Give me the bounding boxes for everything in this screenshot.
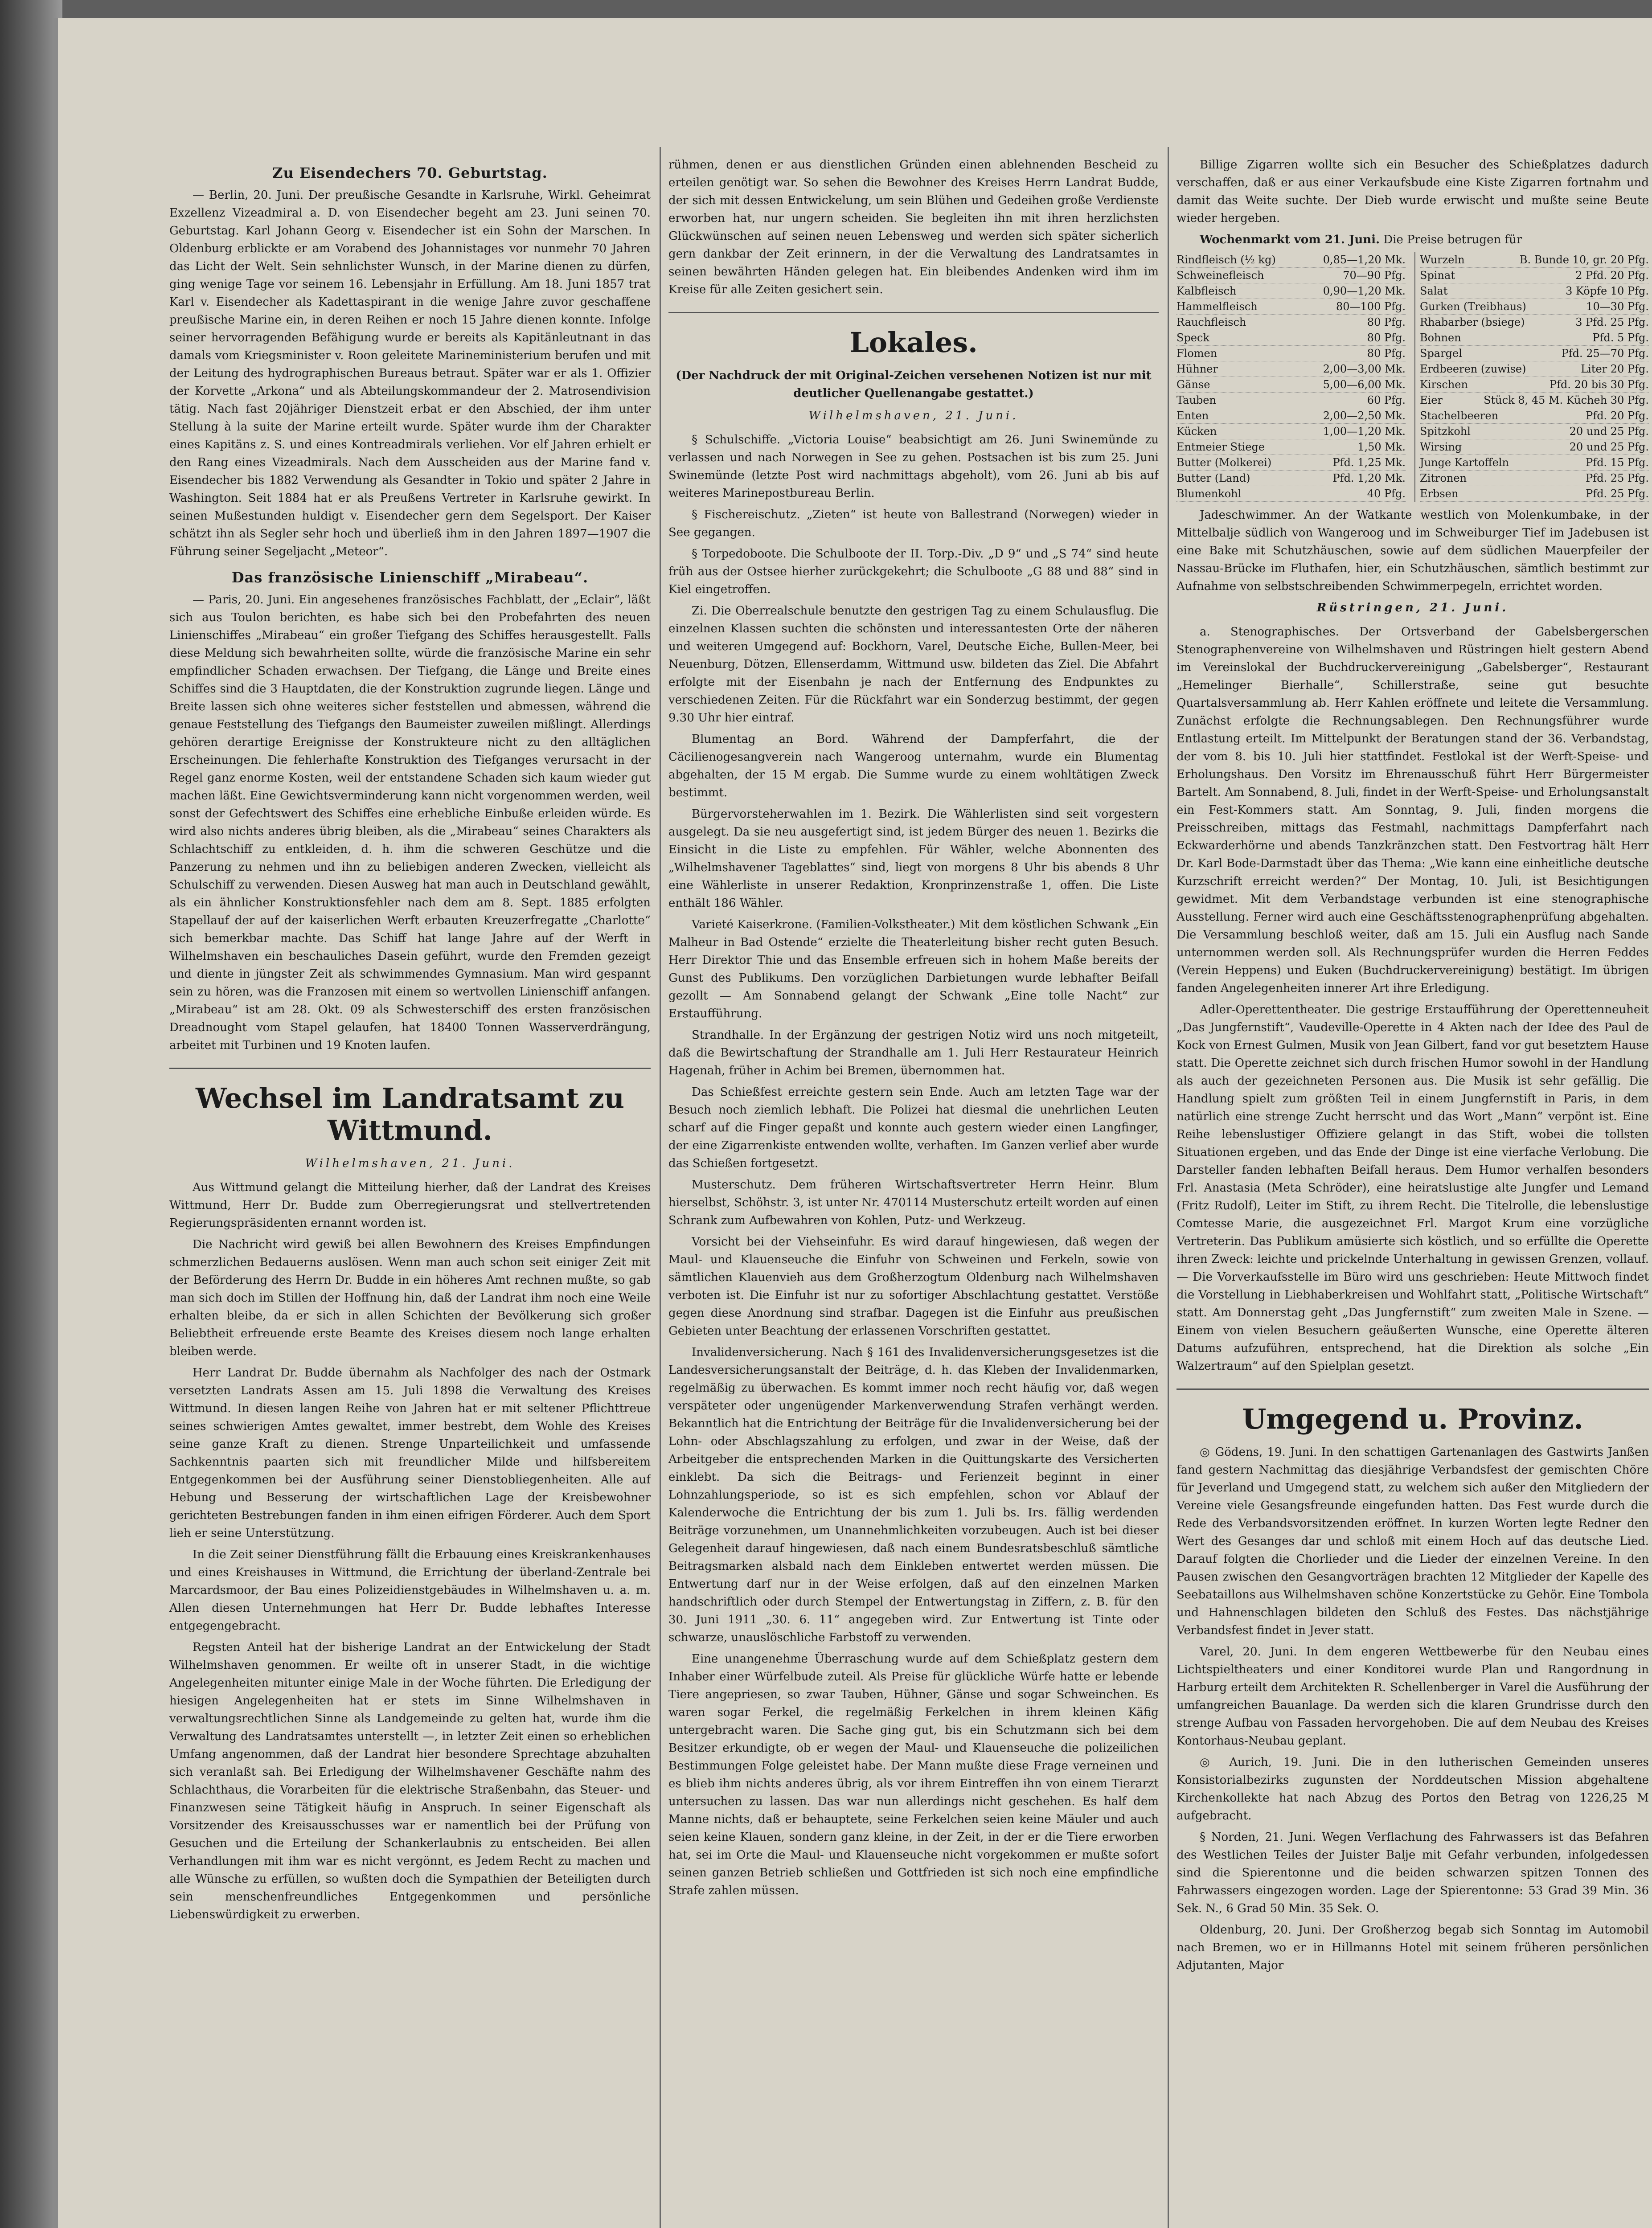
market-price: 0,85—1,20 Mk. [1323, 254, 1406, 266]
wechsel-paragraph-2: Die Nachricht wird gewiß bei allen Bewohnern des Kreises Empfindungen schmerzlichen Bedauerns auslösen. Wenn man auch schon seit einiger Zeit mit der Beförderung des Herrn Dr. Budde in ein höheres Amt rechnen mußte, so gab man sich doch im Stillen der Hoffnung hin, daß der Landrat ihm noch eine Weile erhalten bleibe, da er sich in allen Schichten der Bevölkerung sich großer Beliebtheit erfreuende erste Beamte des Kreises diesem noch lange erhalten bleiben werde. [169, 1238, 651, 1358]
market-column-left [1176, 252, 1406, 502]
divider [169, 1068, 651, 1069]
market-row [1420, 268, 1649, 283]
market-item: Erbsen [1420, 487, 1459, 500]
wechsel-paragraph-5: Regsten Anteil hat der bisherige Landrat an der Entwickelung der Stadt Wilhelmshaven genommen. Er weilte oft in unserer Stadt, in die wichtige Angelegenheiten mitunter einige Male in der Woche führten. Die Erledigung der hiesigen Angelegenheiten hat er stets im Sinne Wilhelmshaven in verwaltungsrechtlichen Sinne als Landgemeinde zu gelten hat, wurde ihm die Verwaltung des Landratsamtes unterstellt —, in letzter Zeit einen so erheblichen Umfang angenommen, daß der Landrat hier besondere Sprechtage abzuhalten sich veranlaßt sah. Bei Erledigung der Wilhelmshavener Geschäfte nahm des Schlachthaus, die Vorarbeiten für die elektrische Straßenbahn, das Steuer- und Finanzwesen seine Tätigkeit häufig in Anspruch. In seiner Eigenschaft als Vorsitzender des Kreisausschusses war er namentlich bei der Prüfung von Gesuchen und die Erteilung der Schankerlaubnis zu entscheiden. Bei allen Verhandlungen mit ihm war es nicht vergönnt, es Jedem Recht zu machen und alle Wünsche zu erfüllen, so wußten doch die Sympathien der Beteiligten durch sein menschenfreundliches Entgegenkommen und persönliche Liebenswürdigkeit zu erwerben. [169, 1641, 651, 1921]
news-fischereischutz: § Fischereischutz. „Zieten“ ist heute von Ballestrand (Norwegen) wieder in See gegangen. [668, 508, 1159, 539]
market-item: Kücken [1176, 425, 1217, 438]
mirabeau-article: — Paris, 20. Juni. Ein angesehenes französisches Fachblatt, der „Eclair“, läßt sich aus Toulon berichten, es habe sich bei den Probefahrten des neuen Linienschiffes „Mirabeau“ ein großer Tiefgang des Schiffes herausgestellt. Falls diese Meldung sich bewahrheiten sollte, würde die französische Marine ein sehr empfindlicher Schaden erwachsen. Der Tiefgang, die Länge und Breite eines Schiffes sind die 3 Hauptdaten, die der Konstruktion zugrunde liegen. Länge und Breite lassen sich ohne weiteres sicher feststellen und abmessen, während die genaue Feststellung des Tiefgangs den Baumeister zuweilen mißlingt. Allerdings gehören derartige Ereignisse der Konstrukteure nicht zu den alltäglichen Erscheinungen. Die fehlerhafte Konstruktion des Tiefganges verursacht in der Regel ganz enorme Kosten, weil der entstandene Schaden sich kaum wieder gut machen läßt. Eine Gewichtsverminderung kann nicht vorgenommen werden, weil sonst der Gefechtswert des Schiffes eine erhebliche Einbuße erleiden würde. Es wird also nichts anderes übrig bleiben, als die „Mirabeau“ seines Charakters als Schlachtschiff zu entkleiden, d. h. ihm die schweren Geschütze und die Panzerung zu nehmen und ihn zu beliebigen anderen Zwecken, vielleicht als Schulschiff zu verwenden. Diesen Ausweg hat man auch in Deutschland gewählt, als ein ähnlicher Konstruktionsfehler nach dem am 8. Sept. 1885 erfolgten Stapellauf der auf der kaiserlichen Werft erbauten Kreuzerfregatte „Charlotte“ sich bemerkbar machte. Das Schiff hat lange Jahre auf der Werft in Wilhelmshaven ein beschauliches Dasein geführt, wurde den Fremden gezeigt und diente in jüngster Zeit als schwimmendes Gymnasium. Man wird gespannt sein zu hören, was die Franzosen mit einem so wertvollen Linienschiff anfangen. „Mirabeau“ ist am 28. Okt. 09 als Schwesterschiff des ersten französischen Dreadnought vom Stapel gelaufen, hat 18400 Tonnen Wasserverdrängung, arbeitet mit Turbinen und 19 Knoten laufen. [169, 593, 651, 1052]
market-item: Enten [1176, 410, 1209, 422]
market-price: Pfd. 25—70 Pfg. [1561, 347, 1649, 360]
news-zigarren: Billige Zigarren wollte sich ein Besucher des Schießplatzes dadurch verschaffen, daß er aus einer Verkaufsbude eine Kiste Zigarren fortnahm und damit das Weite suchte. Der Dieb wurde erwischt und mußte seine Beute wieder hergeben. [1176, 158, 1649, 225]
market-item: Blumenkohl [1176, 487, 1242, 500]
market-row [1420, 471, 1649, 486]
news-varel: Varel, 20. Juni. In dem engeren Wettbewerbe für den Neubau eines Lichtspieltheaters und einer Konditorei wurde Plan und Rangordnung in Harburg erteilt dem Architekten R. Schellenberger in Varel die Ausführung der umfangreichen Bauanlage. Da werden sich die klaren Grundrisse durch den strenge Aufbau von Fassaden hervorgehoben. Die auf dem Neubau des Kreises Kontorhaus-Neubau geplant. [1176, 1645, 1649, 1748]
binding-gutter [0, 0, 62, 2228]
market-row [1176, 455, 1406, 471]
market-row [1420, 377, 1649, 393]
market-item: Tauben [1176, 394, 1216, 406]
market-item: Rindfleisch (½ kg) [1176, 254, 1276, 266]
market-row [1420, 486, 1649, 502]
market-row [1176, 393, 1406, 408]
column-2 [668, 156, 1159, 2228]
reprint-note: (Der Nachdruck der mit Original-Zeichen versehenen Notizen ist nur mit deutlicher Quellenangabe gestattet.) [676, 369, 1152, 400]
market-price: 5,00—6,00 Mk. [1323, 378, 1406, 391]
news-torpedoboote: § Torpedoboote. Die Schulboote der II. Torp.-Div. „D 9“ und „S 74“ sind heute früh aus der Ostsee hierher zurückgekehrt; die Schulboote „G 88 und 88“ sind in Kiel eingetroffen. [668, 547, 1159, 596]
market-item: Rauchfleisch [1176, 316, 1246, 328]
wechsel-paragraph-4: In die Zeit seiner Dienstführung fällt die Erbauung eines Kreiskrankenhauses und eines Kreishauses in Wittmund, die Errichtung der überland-Zentrale bei Marcardsmoor, der Bau eines Polizeidienstgebäudes in Wilhelmshaven u. a. m. Allen diesen Unternehmungen hat Herr Dr. Budde lebhaftes Interesse entgegengebracht. [169, 1548, 651, 1633]
market-item: Kirschen [1420, 378, 1468, 391]
market-price: B. Bunde 10, gr. 20 Pfg. [1519, 254, 1649, 266]
market-row [1420, 424, 1649, 439]
market-row [1420, 393, 1649, 408]
market-item: Butter (Land) [1176, 472, 1250, 484]
eisendecher-headline: Zu Eisendechers 70. Geburtstag. [272, 164, 548, 181]
market-price: 80 Pfg. [1367, 316, 1406, 328]
market-price: Pfd. 20 bis 30 Pfg. [1550, 378, 1649, 391]
divider [668, 312, 1159, 313]
market-item: Wirsing [1420, 441, 1462, 453]
market-item: Erdbeeren (zuwise) [1420, 363, 1526, 375]
column-3 [1176, 156, 1649, 2228]
column-rule-2 [1168, 147, 1169, 2228]
market-row [1420, 315, 1649, 330]
market-price: 3 Köpfe 10 Pfg. [1566, 285, 1649, 297]
market-price: 80 Pfg. [1367, 332, 1406, 344]
lokales-dateline: Wilhelmshaven, 21. Juni. [808, 409, 1019, 422]
market-row [1176, 471, 1406, 486]
news-buergervorsteher: Bürgervorsteherwahlen im 1. Bezirk. Die Wählerlisten sind seit vorgestern ausgelegt. Da sie neu ausgefertigt sind, ist jedem Bürger des neuen 1. Bezirks die Einsicht in die Liste zu empfehlen. Für Wähler, welche Abonnenten des „Wilhelmshavener Tageblattes“ sind, liegt von morgens 8 Uhr bis abends 8 Uhr eine Wählerliste in unserer Redaktion, Kronprinzenstraße 1, offen. Die Liste enthält 186 Wähler. [668, 807, 1159, 910]
market-item: Eier [1420, 394, 1443, 406]
market-price: 3 Pfd. 25 Pfg. [1575, 316, 1649, 328]
market-row [1176, 346, 1406, 361]
news-viehseuche: Vorsicht bei der Viehseinfuhr. Es wird darauf hingewiesen, daß wegen der Maul- und Klauenseuche die Einfuhr von Schweinen und Ferkeln, sowie von sämtlichen Klauenvieh aus dem Großherzogtum Oldenburg nach Wilhelmshaven verboten ist. Die Einfuhr ist nur zu sofortiger Abschlachtung gestattet. Verstöße gegen diese Anordnung sind strafbar. Dagegen ist die Einfuhr aus preußischen Gebieten unter Beachtung der erlassenen Vorschriften gestattet. [668, 1235, 1159, 1338]
market-row [1176, 330, 1406, 346]
wechsel-continuation: rühmen, denen er aus dienstlichen Gründen einen ablehnenden Bescheid zu erteilen genötigt war. So sehen die Bewohner des Kreises Herrn Landrat Budde, der sich mit dessen Entwickelung, um sein Blühen und Gedeihen große Verdienste erworben hat, nur ungern scheiden. Sie begleiten ihn mit ihren herzlichsten Glückwünschen auf seinen neuen Lebensweg und werden sich später sicherlich gern dankbar der Zeit erinnern, in der die Verwaltung des Landratsamtes in seinen bewährten Händen gelegen hat. Ein bleibendes Andenken wird ihm im Kreise für alle Zeiten gesichert sein. [668, 158, 1159, 296]
market-row [1420, 283, 1649, 299]
market-price: Pfd. 25 Pfg. [1586, 472, 1649, 484]
market-row [1420, 346, 1649, 361]
market-item: Junge Kartoffeln [1420, 456, 1509, 469]
market-price: 1,50 Mk. [1357, 441, 1406, 453]
divider [1176, 1388, 1649, 1390]
news-musterschutz: Musterschutz. Dem früheren Wirtschaftsvertreter Herrn Heinr. Blum hierselbst, Schöhstr. 3, ist unter Nr. 470114 Musterschutz erteilt worden auf einen Schrank zum Aufbewahren von Kohlen, Putz- und Werkzeug. [668, 1178, 1159, 1227]
wochenmarkt-heading [1176, 231, 1649, 249]
market-price: 10—30 Pfg. [1586, 300, 1649, 313]
market-row [1176, 439, 1406, 455]
market-price: Pfd. 1,25 Mk. [1332, 456, 1406, 469]
market-price: Pfd. 15 Pfg. [1586, 456, 1649, 469]
market-price: 20 und 25 Pfg. [1569, 441, 1649, 453]
market-item: Salat [1420, 285, 1448, 297]
ruestringen-dateline: Rüstringen, 21. Juni. [1316, 601, 1509, 614]
market-row [1420, 408, 1649, 424]
market-row [1420, 299, 1649, 315]
news-schiessfest: Das Schießfest erreichte gestern sein Ende. Auch am letzten Tage war der Besuch noch ziemlich lebhaft. Die Polizei hat diesmal die unehrlichen Leuten scharf auf die Finger gepaßt und konnte auch gestern wieder einen Langfinger, der eine Zigarrenkiste entwenden wollte, verhaften. Im Ganzen verlief aber wurde das Schießen fortgesetzt. [668, 1085, 1159, 1170]
umgegend-headline: Umgegend u. Provinz. [1242, 1403, 1583, 1435]
market-price: 70—90 Pfg. [1343, 269, 1406, 282]
mirabeau-headline: Das französische Linienschiff „Mirabeau“. [231, 569, 589, 586]
column-rule-1 [660, 147, 661, 2228]
market-item: Schweinefleisch [1176, 269, 1264, 282]
news-oberrealschule: Zi. Die Oberrealschule benutzte den gestrigen Tag zu einem Schulausflug. Die einzelnen Klassen suchten die schönsten und interessantesten Orte der näheren und weiteren Umgegend auf: Bockhorn, Varel, Deutsche Eiche, Bullen-Meer, bei Neuenburg, Dötzen, Ellenserdamm, Wittmund usw. bildeten das Ziel. Die Abfahrt erfolgte mit der Eisenbahn je nach der Entfernung des Endpunktes zu verschiedenen Zeiten. Für die Rückfahrt war ein Sonderzug bestimmt, der gegen 9.30 Uhr hier eintraf. [668, 604, 1159, 725]
market-row [1176, 283, 1406, 299]
wechsel-dateline: Wilhelmshaven, 21. Juni. [305, 1157, 515, 1170]
market-row [1420, 330, 1649, 346]
news-blumentag: Blumentag an Bord. Während der Dampferfahrt, die der Cäcilienogesangverein nach Wangeroog unternahm, wurde ein Blumentag abgehalten, der 15 M ergab. Die Summe wurde zu einem wohltätigen Zweck bestimmt. [668, 733, 1159, 799]
market-row [1176, 268, 1406, 283]
wechsel-paragraph-3: Herr Landrat Dr. Budde übernahm als Nachfolger des nach der Ostmark versetzten Landrats Assen am 15. Juli 1898 die Verwaltung des Kreises Wittmund. In diesen langen Reihe von Jahren hat er mit seltener Pflichttreue seines schwierigen Amtes gewaltet, immer bestrebt, dem Wohle des Kreises seine ganze Kraft zu dienen. Strenge Unparteilichkeit und umfassende Sachkenntnis paarten sich mit freundlicher Milde und hilfsbereitem Entgegenkommen bei der Ausführung seiner Dienstobliegenheiten. Alle auf Hebung und Besserung der wirtschaftlichen Lage der Kreisbewohner gerichteten Bestrebungen fanden in ihm einen eifrigen Förderer. Auch dem Sport lieh er seine Unterstützung. [169, 1366, 651, 1540]
news-norden: § Norden, 21. Juni. Wegen Verflachung des Fahrwassers ist das Befahren des Westlichen Teiles der Juister Balje mit Gefahr verbunden, infolgedessen sind die Spierentonne und die beiden schwarzen spitzen Tonnen des Fahrwassers eingezogen worden. Lage der Spierentonne: 53 Grad 39 Min. 36 Sek. N., 6 Grad 50 Min. 35 Sek. O. [1176, 1831, 1649, 1915]
market-item: Stachelbeeren [1420, 410, 1499, 422]
market-price: 1,00—1,20 Mk. [1323, 425, 1406, 438]
market-price: 2,00—3,00 Mk. [1323, 363, 1406, 375]
lokales-headline: Lokales. [849, 326, 978, 359]
market-item: Gurken (Treibhaus) [1420, 300, 1526, 313]
market-item: Rhabarber (bsiege) [1420, 316, 1525, 328]
market-row [1420, 252, 1649, 268]
market-item: Hühner [1176, 363, 1218, 375]
market-price: Liter 20 Pfg. [1581, 363, 1649, 375]
market-row [1176, 315, 1406, 330]
market-price: Pfd. 25 Pfg. [1586, 487, 1649, 500]
wochenmarkt-title: Wochenmarkt vom 21. Juni. [1200, 233, 1380, 246]
market-price: 2 Pfd. 20 Pfg. [1575, 269, 1649, 282]
market-price: 2,00—2,50 Mk. [1323, 410, 1406, 422]
market-price: 40 Pfg. [1367, 487, 1406, 500]
market-item: Butter (Molkerei) [1176, 456, 1272, 469]
market-row [1176, 252, 1406, 268]
news-jadeschwimmer: Jadeschwimmer. An der Watkante westlich von Molenkumbake, in der Mittelbalje südlich von Wangeroog und im Schweiburger Tief im Jadebusen ist eine Bake mit Schutzhäuschen, sowie auf dem südlichen Mauerpfeiler der Nassau-Brücke im Fluthafen, hier, ein Schutzhäuschen, sämtlich bestimmt zur Aufnahme von selbstschreibenden Schwimmerpegeln, errichtet worden. [1176, 508, 1649, 593]
market-row [1176, 424, 1406, 439]
market-price: Pfd. 1,20 Mk. [1332, 472, 1406, 484]
news-invalidenversicherung: Invalidenversicherung. Nach § 161 des Invalidenversicherungsgesetzes ist die Landesversicherungsanstalt der Beiträge, d. h. das Kleben der Invalidenmarken, regelmäßig zu überwachen. Es kommt immer noch recht häufig vor, daß wegen verspäteter oder ungenügender Markenverwendung Strafen verhängt werden. Bekanntlich hat die Entrichtung der Beiträge für die Invalidenversicherung bei der Lohn- oder Abschlagszahlung zu erfolgen, und zwar in der Weise, daß der Arbeitgeber die entsprechenden Marken in die Quittungskarte des Versicherten einklebt. Da sich die Beitrags- und Ferienzeit beginnt in einer Lohnzahlungsperiode, so ist es sich empfehlen, schon vor Ablauf der Kalenderwoche die Entrichtung der bis zum 1. Juli bs. Irs. fällig werdenden Beiträge vorzunehmen, um Unannehmlichkeiten vorzubeugen. Auch ist bei dieser Gelegenheit darauf hingewiesen, daß nach einem Bundesratsbeschluß sämtliche Beitragsmarken alsbald nach dem Einkleben entwertet werden müssen. Die Entwertung darf nur in der Weise erfolgen, daß auf den einzelnen Marken handschriftlich oder durch Stempel der Entwertungstag in Ziffern, z. B. für den 30. Juni 1911 „30. 6. 11“ angegeben wird. Zur Entwertung ist Tinte oder schwarze, unauslöschliche Farbstoff zu verwenden. [668, 1346, 1159, 1644]
market-price-table [1176, 252, 1649, 502]
wechsel-paragraph-1: Aus Wittmund gelangt die Mitteilung hierher, daß der Landrat des Kreises Wittmund, Herr Dr. Budde zum Oberregierungsrat und stellvertretenden Regierungspräsidenten ernannt worden ist. [169, 1181, 651, 1230]
market-item: Bohnen [1420, 332, 1461, 344]
news-goedens: ◎ Gödens, 19. Juni. In den schattigen Gartenanlagen des Gastwirts Janßen fand gestern Nachmittag das diesjährige Verbandsfest der gemischten Chöre für Jeverland und Umgegend statt, zu welchem sich außer den Mitgliedern der Vereine viele Gesangsfreunde eingefunden hatten. Das Fest wurde durch die Rede des Verbandsvorsitzenden eröffnet. In kurzen Worten legte Redner den Wert des Gesanges dar und schloß mit einem Hoch auf das deutsche Lied. Darauf folgten die Chorlieder und die Lieder der einzelnen Vereine. In den Pausen zwischen den Gesangvorträgen brachten 12 Mitglieder der Kapelle des Seebataillons aus Wilhelmshaven schöne Konzertstücke zu Gehör. Eine Tombola und Hahnenschlagen bildeten den Schluß des Festes. Das nächstjährige Verbandsfest findet in Jever statt. [1176, 1446, 1649, 1637]
market-price: Pfd. 5 Pfg. [1592, 332, 1649, 344]
market-item: Speck [1176, 332, 1209, 344]
news-ueberraschung: Eine unangenehme Überraschung wurde auf dem Schießplatz gestern dem Inhaber einer Würfelbude zuteil. Als Preise für glückliche Würfe hatte er lebende Tiere angepriesen, so zwar Tauben, Hühner, Gänse und sogar Schweinchen. Es waren sogar Ferkel, die regelmäßig Ferkelchen in ihrem kleinen Käfig untergebracht waren. Die Sache ging gut, bis ein Schutzmann sich bei dem Besitzer erkundigte, ob er wegen der Maul- und Klauenseuche die polizeilichen Bestimmungen Folge geleistet habe. Der Mann mußte diese Frage verneinen und es blieb ihm nichts anderes übrig, als vor ihrem Eintreffen ihn von einem Tierarzt untersuchen zu lassen. Das war nun allerdings nicht geschehen. Es half dem Manne nichts, daß er behauptete, seine Ferkelchen seien keine Mäuler und auch seien keine Klauen, sondern ganz kleine, in der Zeit, in der er die Tiere erworben hat, sei im Orte die Maul- und Klauenseuche nicht vorgekommen er mußte sofort seinen ganzen Betrieb schließen und Gottfrieden ist sich noch eine empfindliche Strafe zahlen müssen. [668, 1652, 1159, 1897]
market-price: 80 Pfg. [1367, 347, 1406, 360]
market-item: Hammelfleisch [1176, 300, 1258, 313]
market-item: Spargel [1420, 347, 1462, 360]
market-price: Pfd. 20 Pfg. [1586, 410, 1649, 422]
news-stenographisches: a. Stenographisches. Der Ortsverband der Gabelsbergerschen Stenographenvereine von Wilhelmshaven und Rüstringen hielt gestern Abend im Vereinslokal der Buchdruckervereinigung „Gabelsberger“, Restaurant „Hemelinger Bierhalle“, Schillerstraße, seine gut besuchte Quartalsversammlung ab. Herr Kahlen eröffnete und leitete die Versammlung. Zunächst erfolgte die Rechnungsablegen. Den Rechnungsführer wurde Entlastung erteilt. Im Mittelpunkt der Beratungen stand der 36. Verbandstag, der vom 8. bis 10. Juli hier stattfindet. Festlokal ist der Werft-Speise- und Erholungshaus. Den Vorsitz im Ehrenausschuß führt Herr Bürgermeister Bartelt. Am Sonnabend, 8. Juli, findet in der Werft-Speise- und Erholungsanstalt ein Fest-Kommers statt. Am Sonntag, 9. Juli, finden morgens die Preisschreiben, mittags das Festmahl, nachmittags Dampferfahrt nach Eckwarderhörne und abends Tanzkränzchen statt. Den Festvortrag hält Herr Dr. Karl Bode-Darmstadt über das Thema: „Wie kann eine einheitliche deutsche Kurzschrift erreicht werden?“ Der Montag, 10. Juli, ist Besichtigungen gewidmet. Mit dem Verbandstage verbunden ist eine stenographische Ausstellung. Ferner wird auch eine Geschäftsstenographenprüfung abgehalten. Die Versammlung beschloß weiter, daß am 15. Juli ein Ausflug nach Sande unternommen werden soll. Als Rechnungsprüfer wurden die Herren Feddes (Verein Heppens) und Euken (Buchdruckervereinigung) bestätigt. Im übrigen fanden Angelegenheiten innerer Art ihre Erledigung. [1176, 625, 1649, 995]
market-item: Entmeier Stiege [1176, 441, 1265, 453]
news-schulschiffe: § Schulschiffe. „Victoria Louise“ beabsichtigt am 26. Juni Swinemünde zu verlassen und nach Norwegen in See zu gehen. Postsachen ist bis zum 25. Juni Swinemünde (letzte Post wird nachmittags abgeholt), vom 26. Juni ab bis auf weiteres Marinepostbureau Berlin. [668, 433, 1159, 500]
market-item: Wurzeln [1420, 254, 1465, 266]
eisendecher-article: — Berlin, 20. Juni. Der preußische Gesandte in Karlsruhe, Wirkl. Geheimrat Exzellenz Vizeadmiral a. D. von Eisendecher begeht am 23. Juni seinen 70. Geburtstag. Karl Johann Georg v. Eisendecher ist ein Sohn der Marschen. In Oldenburg erblickte er am Vorabend des Johannistages vor nunmehr 70 Jahren das Licht der Welt. Sein sehnlichster Wunsch, in der Marine dienen zu dürfen, ging wenige Tage vor seinem 16. Lebensjahr in Erfüllung. Am 18. Juni 1857 trat Karl v. Eisendecher als Kadettaspirant in die wenige Jahre zuvor geschaffene preußische Marine ein, in deren Reihen er noch 15 Jahre dienen konnte. Infolge seiner hervorragenden Befähigung wurde er bereits als Kapitänleutnant in das damals vom Kriegsminister v. Roon geleitete Marineministerium berufen und mit der Leitung des hydrographischen Bureaus betraut. Später war er als 1. Offizier der Korvette „Arkona“ und als Abteilungskommandeur der 2. Matrosendivision tätig. Nach fast 20jähriger Dienstzeit erbat er den Abschied, der ihm unter Stellung à la suite der Marine erteilt wurde. Später wurde ihm der Charakter eines Kapitäns z. S. und eines Kontreadmirals verliehen. Vor elf Jahren erhielt er den Rang eines Vizeadmirals. Nach dem Ausscheiden aus der Marine fand v. Eisendecher bis 1882 Verwendung als Gesandter in Tokio und später 2 Jahre in Washington. Seit 1884 hat er als Preußens Vertreter in Karlsruhe gewirkt. In seinen Mußestunden huldigt v. Eisendecher gern dem Segelsport. Der Kaiser schätzt ihn als Segler sehr hoch und überließ ihm in den Jahren 1897—1907 die Führung seiner Segeljacht „Meteor“. [169, 188, 651, 558]
newspaper-page [53, 18, 1652, 2228]
market-row [1420, 439, 1649, 455]
market-column-right [1414, 252, 1649, 502]
wochenmarkt-intro: Die Preise betrugen für [1383, 233, 1522, 246]
market-row [1176, 486, 1406, 502]
market-price: Stück 8, 45 M. Kücheh 30 Pfg. [1484, 394, 1649, 406]
market-item: Flomen [1176, 347, 1217, 360]
market-row [1176, 408, 1406, 424]
market-row [1176, 377, 1406, 393]
market-item: Kalbfleisch [1176, 285, 1237, 297]
market-item: Gänse [1176, 378, 1210, 391]
market-price: 60 Pfg. [1367, 394, 1406, 406]
news-strandhalle: Strandhalle. In der Ergänzung der gestrigen Notiz wird uns noch mitgeteilt, daß die Bewirtschaftung der Strandhalle am 1. Juli Herr Restaurateur Heinrich Hagenah, früher in Achim bei Bremen, übernommen hat. [668, 1028, 1159, 1077]
market-item: Spinat [1420, 269, 1455, 282]
market-row [1176, 361, 1406, 377]
market-price: 0,90—1,20 Mk. [1323, 285, 1406, 297]
market-row [1176, 299, 1406, 315]
news-variete: Varieté Kaiserkrone. (Familien-Volkstheater.) Mit dem köstlichen Schwank „Ein Malheur in Bad Ostende“ erzielte die Theaterleitung bisher recht guten Besuch. Herr Direktor Thie und das Ensemble erfreuen sich in hohem Maße bereits der Gunst des Publikums. Den vorzüglichen Darbietungen wurde lebhafter Beifall gezollt — Am Sonnabend gelangt der Schwank „Eine tolle Nacht“ zur Erstaufführung. [668, 918, 1159, 1020]
market-item: Zitronen [1420, 472, 1467, 484]
market-row [1420, 455, 1649, 471]
column-1 [169, 156, 651, 2228]
market-price: 20 und 25 Pfg. [1569, 425, 1649, 438]
wechsel-headline: Wechsel im Landratsamt zu Wittmund. [196, 1082, 624, 1147]
news-adler-operette: Adler-Operettentheater. Die gestrige Erstaufführung der Operettenneuheit „Das Jungfernstift“, Vaudeville-Operette in 4 Akten nach der Idee des Paul de Kock von Ernest Gulmen, Musik von Jean Gilbert, fand vor gut besetztem Hause statt. Die Operette zeichnet sich durch frischen Humor sowohl in der Handlung als auch der gezeichneten Personen aus. Die Musik ist sehr gefällig. Die Handlung spielt zum größten Teil in einem Jungfernstift in Paris, in dem natürlich eine strenge Zucht herrscht und das Wort „Mann“ verpönt ist. Eine Reihe lebenslustiger Offiziere gelangt in das Stift, wobei die tollsten Situationen ergeben, und das Ende der Dinge ist eine vierfache Verlobung. Die Darsteller fanden lebhaften Beifall heraus. Dem Humor verhalfen besonders Frl. Anastasia (Meta Schröder), eine heiratslustige alte Jungfer und Lemand (Fritz Rudolf), Leiter im Stift, zu ihrem Recht. Die Titelrolle, die lebenslustige Comtesse Marie, die ausgezeichnet Frl. Margot Krum eine vorzügliche Vertreterin. Das Publikum amüsierte sich köstlich, und so erfüllte die Operette ihren Zweck: leichte und prickelnde Unterhaltung in gewissen Grenzen, vollauf. — Die Vorverkaufsstelle im Büro wird uns geschrieben: Heute Mittwoch findet die Vorstellung in Liebhaberkreisen und Wohlfahrt statt, „Politische Wirtschaft“ statt. Am Donnerstag geht „Das Jungfernstift“ zum zweiten Male in Szene. — Einem von vielen Besuchern geäußerten Wunsche, eine Operette älteren Datums aufzuführen, entsprechend, hat die Direktion als solche „Ein Walzertraum“ auf den Spielplan gesetzt. [1176, 1003, 1649, 1373]
market-row [1420, 361, 1649, 377]
news-oldenburg: Oldenburg, 20. Juni. Der Großherzog begab sich Sonntag im Automobil nach Bremen, wo er in Hillmanns Hotel mit seinem früheren persönlichen Adjutanten, Major [1176, 1923, 1649, 1972]
market-item: Spitzkohl [1420, 425, 1471, 438]
market-price: 80—100 Pfg. [1336, 300, 1406, 313]
news-aurich: ◎ Aurich, 19. Juni. Die in den lutherischen Gemeinden unseres Konsistorialbezirks zugunsten der Norddeutschen Mission abgehaltene Kirchenkollekte hat nach Abzug des Portos den Betrag von 1226,25 M aufgebracht. [1176, 1756, 1649, 1823]
